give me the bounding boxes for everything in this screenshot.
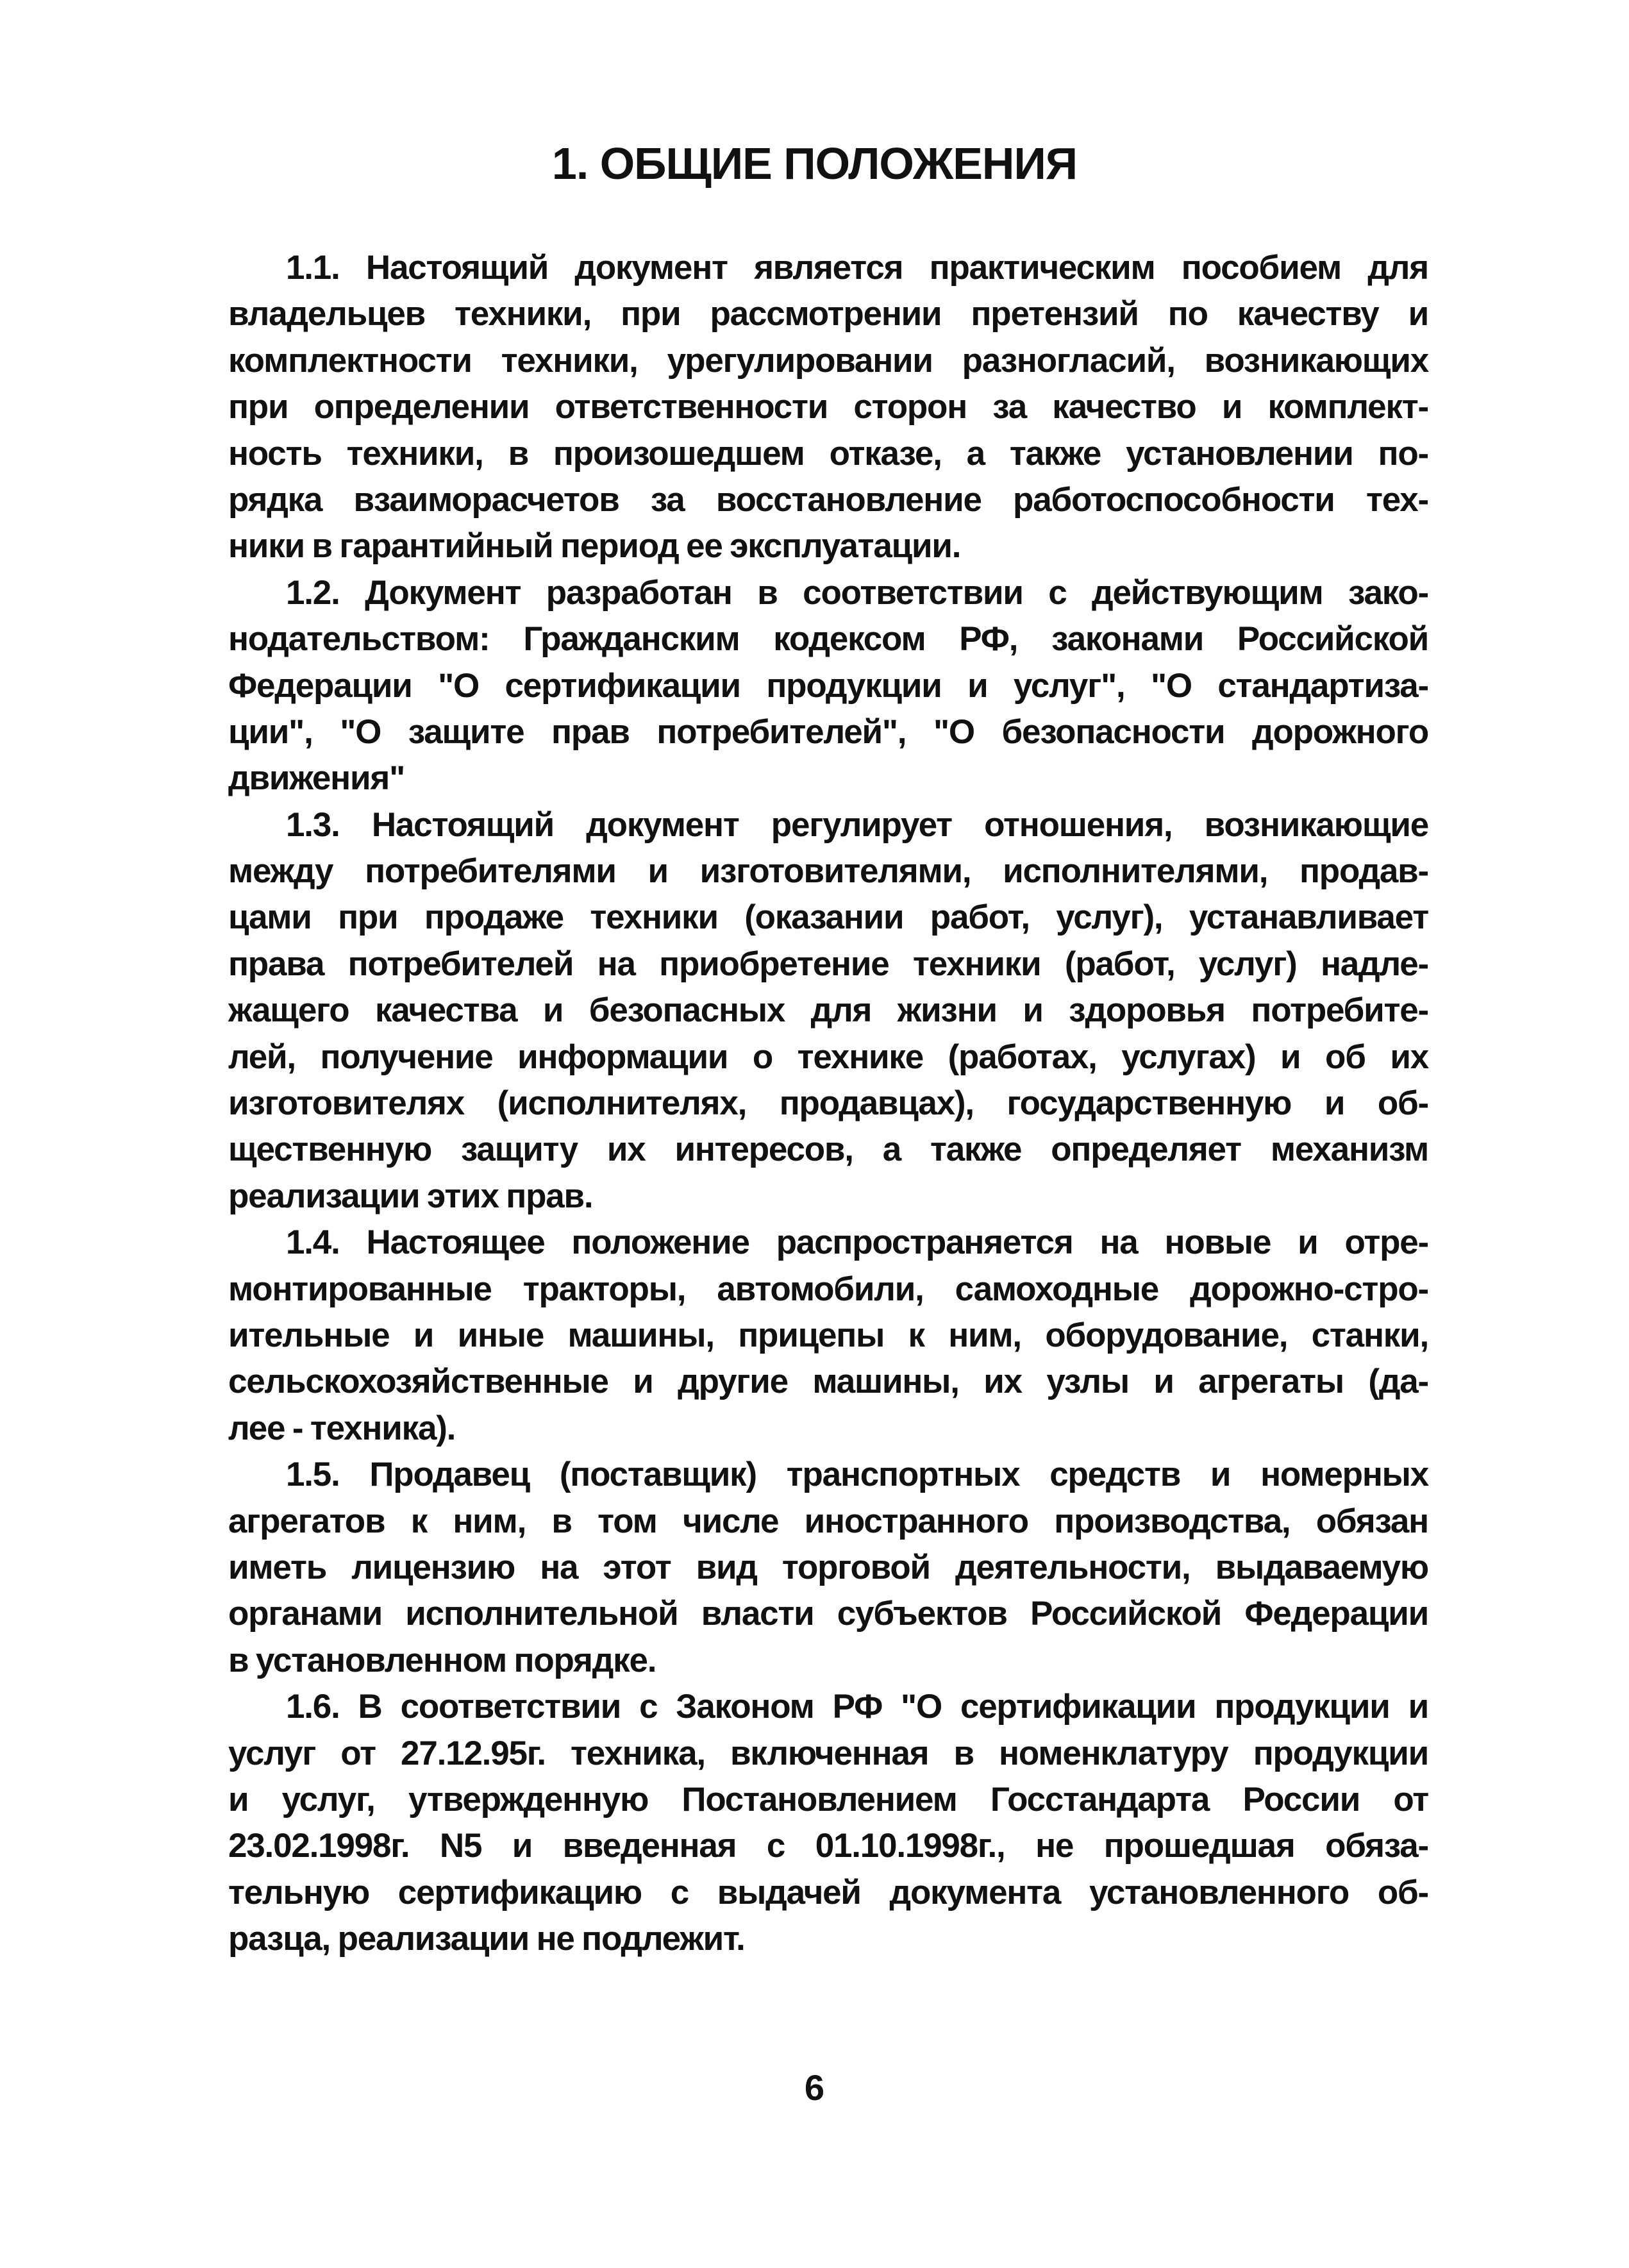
text-line: права потребителей на приобретение техники (работ, услуг) надле-: [228, 945, 1428, 983]
paragraph-1-3: [228, 802, 1428, 1220]
text-line: рядка взаиморасчетов за восстановление работоспособности тех-: [228, 480, 1428, 519]
text-line: лей, получение информации о технике (работах, услугах) и об их: [228, 1037, 1428, 1076]
text-line: в установленном порядке.: [228, 1641, 656, 1679]
text-line: 1.6. В соответствии с Законом РФ "О сертификации продукции и: [286, 1688, 1428, 1726]
text-line: 23.02.1998г. N5 и введенная с 01.10.1998г., не прошедшая обяза-: [228, 1827, 1428, 1865]
section-heading: 1. ОБЩИЕ ПОЛОЖЕНИЯ: [551, 139, 1078, 189]
text-line: сельскохозяйственные и другие машины, их узлы и агрегаты (да-: [228, 1363, 1428, 1401]
text-line: 1.2. Документ разработан в соответствии с действующим зако-: [286, 573, 1428, 612]
paragraph-1-5: [228, 1452, 1428, 1684]
page-number: 6: [804, 2067, 825, 2108]
paragraph-1-2: [228, 570, 1428, 802]
text-line: органами исполнительной власти субъектов Российской Федерации: [228, 1595, 1428, 1633]
text-line: между потребителями и изготовителями, исполнителями, продав-: [228, 852, 1428, 891]
text-line: при определении ответственности сторон за качество и комплект-: [228, 388, 1428, 426]
text-line: ции", "О защите прав потребителей", "О безопасности дорожного: [228, 712, 1428, 751]
text-line: ительные и иные машины, прицепы к ним, оборудование, станки,: [228, 1316, 1428, 1354]
text-line: 1.1. Настоящий документ является практическим пособием для: [286, 249, 1428, 287]
text-line: реализации этих прав.: [228, 1177, 593, 1215]
paragraph-1-1: [228, 245, 1428, 570]
text-line: Федерации "О сертификации продукции и услуг", "О стандартиза-: [228, 666, 1428, 705]
text-line: тельную сертификацию с выдачей документа установленного об-: [228, 1873, 1428, 1911]
text-line: ность техники, в произошедшем отказе, а также установлении по-: [228, 434, 1428, 473]
text-line: монтированные тракторы, автомобили, самоходные дорожно-стро-: [228, 1270, 1428, 1308]
paragraph-1-6: [228, 1684, 1428, 1962]
text-line: цами при продаже техники (оказании работ, услуг), устанавливает: [228, 898, 1428, 937]
text-line: агрегатов к ним, в том числе иностранного производства, обязан: [228, 1502, 1428, 1540]
text-line: владельцев техники, при рассмотрении претензий по качеству и: [228, 295, 1428, 333]
paragraph-1-4: [228, 1220, 1428, 1452]
text-line: 1.3. Настоящий документ регулирует отношения, возникающие: [286, 805, 1428, 844]
text-line: жащего качества и безопасных для жизни и здоровья потребите-: [228, 991, 1428, 1030]
text-line: движения": [228, 759, 405, 798]
text-line: нодательством: Гражданским кодексом РФ, законами Российской: [228, 620, 1428, 659]
text-line: 1.5. Продавец (поставщик) транспортных средств и номерных: [286, 1456, 1428, 1494]
text-line: и услуг, утвержденную Постановлением Госстандарта России от: [228, 1780, 1428, 1819]
text-line: разца, реализации не подлежит.: [228, 1920, 745, 1958]
text-line: 1.4. Настоящее положение распространяется на новые и отре-: [286, 1223, 1428, 1262]
text-line: услуг от 27.12.95г. техника, включенная в номенклатуру продукции: [228, 1734, 1428, 1772]
text-line: иметь лицензию на этот вид торговой деятельности, выдаваемую: [228, 1548, 1428, 1586]
text-line: ники в гарантийный период ее эксплуатации.: [228, 527, 961, 566]
document-body: [228, 245, 1428, 1962]
text-line: изготовителях (исполнителях, продавцах), государственную и об-: [228, 1084, 1428, 1123]
text-line: лее - техника).: [228, 1409, 456, 1447]
text-line: комплектности техники, урегулировании разногласий, возникающих: [228, 341, 1428, 380]
text-line: щественную защиту их интересов, а также определяет механизм: [228, 1130, 1428, 1169]
